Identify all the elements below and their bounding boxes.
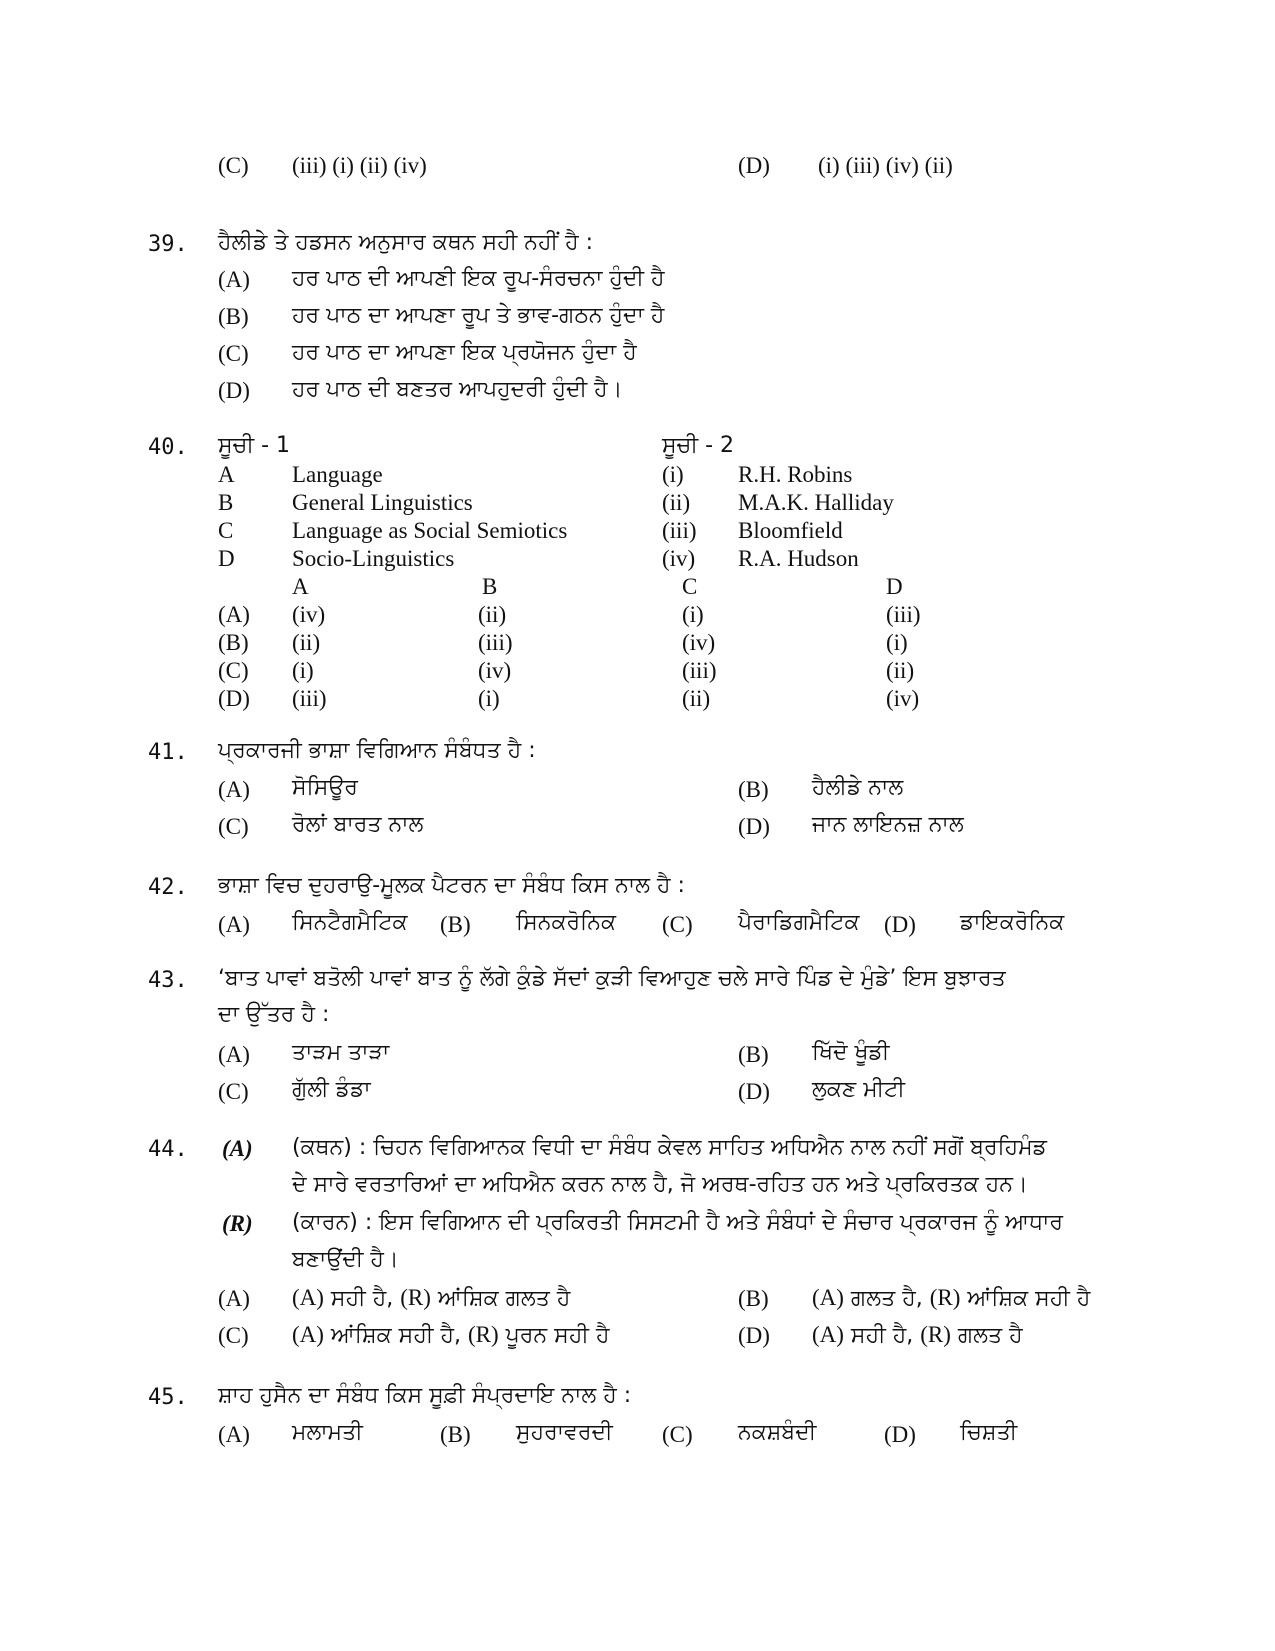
assertion-text: ਦੇ ਸਾਰੇ ਵਰਤਾਰਿਆਂ ਦਾ ਅਧਿਐਨ ਕਰਨ ਨਾਲ ਹੈ, ਜੋ ਅਰਥ-ਰਹਿਤ ਹਨ ਅਤੇ ਪ੍ਰਕਿਰਤਕ ਹਨ। bbox=[292, 1172, 1028, 1197]
option-text: (iii) (i) (ii) (iv) bbox=[292, 153, 427, 178]
option-label: (C) bbox=[218, 1079, 249, 1104]
grid-cell: (ii) bbox=[292, 630, 321, 655]
grid-cell: (i) bbox=[292, 658, 314, 683]
grid-header: A bbox=[292, 574, 309, 599]
option-part: ਪੂਰਨ ਸਹੀ ਹੈ bbox=[498, 1323, 610, 1348]
option-part: ਆਂਸ਼ਿਕ ਗਲਤ ਹੈ bbox=[430, 1286, 571, 1311]
question-number: 39. bbox=[148, 232, 188, 257]
option-part: (R) bbox=[467, 1322, 499, 1347]
grid-header: C bbox=[682, 574, 698, 599]
grid-cell: (iv) bbox=[292, 602, 326, 627]
assertion-tag: (A) bbox=[222, 1136, 253, 1161]
option-label: (D) bbox=[738, 1079, 770, 1104]
list-1-key: B bbox=[218, 490, 234, 515]
question-text: ਹੈਲੀਡੇ ਤੇ ਹਡਸਨ ਅਨੁਸਾਰ ਕਥਨ ਸਹੀ ਨਹੀਂ ਹੈ : bbox=[218, 230, 594, 255]
option-text: ਸੋਸਿਊਰ bbox=[292, 775, 358, 800]
option-part: (A) bbox=[812, 1322, 844, 1347]
option-text: ਚਿਸ਼ਤੀ bbox=[960, 1420, 1018, 1445]
grid-header: B bbox=[482, 574, 498, 599]
option-label: (D) bbox=[738, 1323, 770, 1348]
option-label: (A) bbox=[218, 1286, 250, 1311]
option-text: ਹਰ ਪਾਠ ਦੀ ਆਪਣੀ ਇਕ ਰੂਪ-ਸੰਰਚਨਾ ਹੁੰਦੀ ਹੈ bbox=[292, 266, 665, 291]
reason-text: (ਕਾਰਨ) : ਇਸ ਵਿਗਿਆਨ ਦੀ ਪ੍ਰਕਿਰਤੀ ਸਿਸਟਮੀ ਹੈ ਅਤੇ ਸੰਬੰਧਾਂ ਦੇ ਸੰਚਾਰ ਪ੍ਰਕਾਰਜ ਨੂੰ ਆਧਾਰ bbox=[292, 1210, 1064, 1235]
option-text bbox=[812, 1283, 1090, 1314]
grid-cell: (iv) bbox=[478, 658, 512, 683]
grid-header: D bbox=[886, 574, 903, 599]
option-text: ਮਲਾਮਤੀ bbox=[292, 1420, 363, 1445]
list-2-key: (i) bbox=[662, 462, 684, 487]
list-1-item: Language as Social Semiotics bbox=[292, 518, 568, 543]
option-label: (C) bbox=[218, 1323, 249, 1348]
question-text: ‘ਬਾਤ ਪਾਵਾਂ ਬਤੋਲੀ ਪਾਵਾਂ ਬਾਤ ਨੂੰ ਲੱਗੇ ਕੁੰਡੇ ਸੱਦਾਂ ਕੁੜੀ ਵਿਆਹੁਣ ਚਲੇ ਸਾਰੇ ਪਿੰਡ ਦੇ ਮੁੰਡੇ’ ਇਸ ਬੁਝਾਰਤ bbox=[218, 966, 1006, 991]
option-label: (C) bbox=[662, 1422, 693, 1447]
option-text: ਗੁੱਲੀ ਡੰਡਾ bbox=[292, 1077, 371, 1102]
list-2-key: (iv) bbox=[662, 546, 696, 571]
grid-cell: (i) bbox=[682, 602, 704, 627]
option-part: ਗਲਤ ਹੈ bbox=[950, 1323, 1023, 1348]
option-text: ਹੈਲੀਡੇ ਨਾਲ bbox=[812, 775, 904, 800]
question-number: 43. bbox=[148, 968, 188, 993]
list-1-key: D bbox=[218, 546, 235, 571]
option-text bbox=[292, 1320, 609, 1351]
option-text: ਲੁਕਣ ਮੀਟੀ bbox=[812, 1077, 906, 1102]
option-text bbox=[812, 1320, 1023, 1351]
option-text: ਡਾਇਕਰੋਨਿਕ bbox=[960, 910, 1065, 935]
list-1-title: ਸੂਚੀ - 1 bbox=[218, 433, 291, 458]
option-label: (D) bbox=[738, 814, 770, 839]
list-1-item: Language bbox=[292, 462, 383, 487]
option-text: (i) (iii) (iv) (ii) bbox=[818, 153, 953, 178]
question-number: 45. bbox=[148, 1385, 188, 1410]
grid-cell: (ii) bbox=[478, 602, 507, 627]
list-2-title: ਸੂਚੀ - 2 bbox=[662, 433, 735, 458]
option-label: (A) bbox=[218, 267, 250, 292]
question-number: 40. bbox=[148, 435, 188, 460]
question-text: ਪ੍ਰਕਾਰਜੀ ਭਾਸ਼ਾ ਵਿਗਿਆਨ ਸੰਬੰਧਤ ਹੈ : bbox=[218, 738, 536, 763]
option-part: ਆਂਸ਼ਿਕ ਸਹੀ ਹੈ bbox=[960, 1286, 1091, 1311]
question-number: 44. bbox=[148, 1137, 188, 1162]
option-label: (B) bbox=[440, 1422, 471, 1447]
list-1-item: General Linguistics bbox=[292, 490, 473, 515]
list-2-item: R.H. Robins bbox=[738, 462, 853, 487]
list-2-item: R.A. Hudson bbox=[738, 546, 859, 571]
option-text: ਸੁਹਰਾਵਰਦੀ bbox=[516, 1420, 613, 1445]
option-label: (C) bbox=[662, 912, 693, 937]
option-label: (A) bbox=[218, 1422, 250, 1447]
question-number: 42. bbox=[148, 875, 188, 900]
option-label: (A) bbox=[218, 1042, 250, 1067]
option-part: (A) bbox=[292, 1322, 324, 1347]
option-label: (C) bbox=[218, 153, 249, 178]
option-text: ਨਕਸ਼ਬੰਦੀ bbox=[738, 1420, 817, 1445]
option-label: (C) bbox=[218, 658, 249, 683]
question-text: ਭਾਸ਼ਾ ਵਿਚ ਦੁਹਰਾਉ-ਮੂਲਕ ਪੈਟਰਨ ਦਾ ਸੰਬੰਧ ਕਿਸ ਨਾਲ ਹੈ : bbox=[218, 873, 685, 898]
option-label: (B) bbox=[218, 630, 249, 655]
option-label: (C) bbox=[218, 341, 249, 366]
option-part: ਸਹੀ ਹੈ, bbox=[843, 1323, 921, 1348]
option-text: ਸਿਨਕਰੋਨਿਕ bbox=[516, 910, 616, 935]
option-label: (B) bbox=[218, 304, 249, 329]
question-number: 41. bbox=[148, 740, 188, 765]
option-text: ਤਾੜਮ ਤਾੜਾ bbox=[292, 1040, 390, 1065]
option-label: (B) bbox=[738, 1286, 769, 1311]
grid-cell: (ii) bbox=[682, 686, 711, 711]
question-text: ਸ਼ਾਹ ਹੁਸੈਨ ਦਾ ਸੰਬੰਧ ਕਿਸ ਸੂਫ਼ੀ ਸੰਪ੍ਰਦਾਇ ਨਾਲ ਹੈ : bbox=[218, 1383, 632, 1408]
option-label: (A) bbox=[218, 602, 250, 627]
list-1-item: Socio-Linguistics bbox=[292, 546, 455, 571]
option-label: (B) bbox=[440, 912, 471, 937]
option-text: ਰੋਲਾਂ ਬਾਰਤ ਨਾਲ bbox=[292, 812, 424, 837]
option-label: (D) bbox=[738, 153, 770, 178]
grid-cell: (iv) bbox=[886, 686, 920, 711]
option-label: (D) bbox=[218, 378, 250, 403]
option-part: (R) bbox=[400, 1285, 431, 1310]
option-part: (A) bbox=[812, 1285, 844, 1310]
list-2-item: Bloomfield bbox=[738, 518, 843, 543]
reason-text: ਬਣਾਉਂਦੀ ਹੈ। bbox=[292, 1247, 399, 1272]
option-label: (B) bbox=[738, 1042, 769, 1067]
grid-cell: (i) bbox=[886, 630, 908, 655]
option-label: (D) bbox=[884, 912, 916, 937]
option-text: ਹਰ ਪਾਠ ਦਾ ਆਪਣਾ ਇਕ ਪ੍ਰਯੋਜਨ ਹੁੰਦਾ ਹੈ bbox=[292, 340, 637, 365]
option-part: (R) bbox=[929, 1285, 961, 1310]
list-2-item: M.A.K. Halliday bbox=[738, 490, 894, 515]
grid-cell: (iii) bbox=[478, 630, 513, 655]
reason-tag: (R) bbox=[222, 1211, 253, 1236]
grid-cell: (iii) bbox=[682, 658, 717, 683]
option-label: (C) bbox=[218, 814, 249, 839]
grid-cell: (iv) bbox=[682, 630, 716, 655]
option-text: ਪੈਰਾਡਿਗਮੈਟਿਕ bbox=[738, 910, 860, 935]
option-part: ਸਹੀ ਹੈ, bbox=[323, 1286, 401, 1311]
option-part: (A) bbox=[292, 1285, 324, 1310]
grid-cell: (iii) bbox=[292, 686, 327, 711]
option-label: (D) bbox=[218, 686, 250, 711]
option-text bbox=[292, 1283, 570, 1314]
option-label: (A) bbox=[218, 912, 250, 937]
option-label: (A) bbox=[218, 777, 250, 802]
list-1-key: A bbox=[218, 462, 235, 487]
option-part: ਆਂਸ਼ਿਕ ਸਹੀ ਹੈ, bbox=[323, 1323, 468, 1348]
option-part: ਗਲਤ ਹੈ, bbox=[843, 1286, 930, 1311]
list-1-key: C bbox=[218, 518, 234, 543]
grid-cell: (i) bbox=[478, 686, 500, 711]
option-text: ਸਿਨਟੈਗਮੈਟਿਕ bbox=[292, 910, 408, 935]
option-label: (B) bbox=[738, 777, 769, 802]
question-text: ਦਾ ਉੱਤਰ ਹੈ : bbox=[218, 1002, 330, 1027]
option-label: (D) bbox=[884, 1422, 916, 1447]
grid-cell: (iii) bbox=[886, 602, 921, 627]
option-text: ਹਰ ਪਾਠ ਦੀ ਬਣਤਰ ਆਪਹੁਦਰੀ ਹੁੰਦੀ ਹੈ। bbox=[292, 377, 623, 402]
list-2-key: (ii) bbox=[662, 490, 691, 515]
option-part: (R) bbox=[920, 1322, 951, 1347]
option-text: ਜਾਨ ਲਾਇਨਜ਼ ਨਾਲ bbox=[812, 812, 964, 837]
option-text: ਖਿੱਦੋ ਖੂੰਡੀ bbox=[812, 1040, 890, 1065]
grid-cell: (ii) bbox=[886, 658, 915, 683]
assertion-text: (ਕਥਨ) : ਚਿਹਨ ਵਿਗਿਆਨਕ ਵਿਧੀ ਦਾ ਸੰਬੰਧ ਕੇਵਲ ਸਾਹਿਤ ਅਧਿਐਨ ਨਾਲ ਨਹੀਂ ਸਗੋਂ ਬ੍ਰਹਿਮੰਡ bbox=[292, 1135, 1047, 1160]
option-text: ਹਰ ਪਾਠ ਦਾ ਆਪਣਾ ਰੂਪ ਤੇ ਭਾਵ-ਗਠਨ ਹੁੰਦਾ ਹੈ bbox=[292, 303, 665, 328]
list-2-key: (iii) bbox=[662, 518, 697, 543]
